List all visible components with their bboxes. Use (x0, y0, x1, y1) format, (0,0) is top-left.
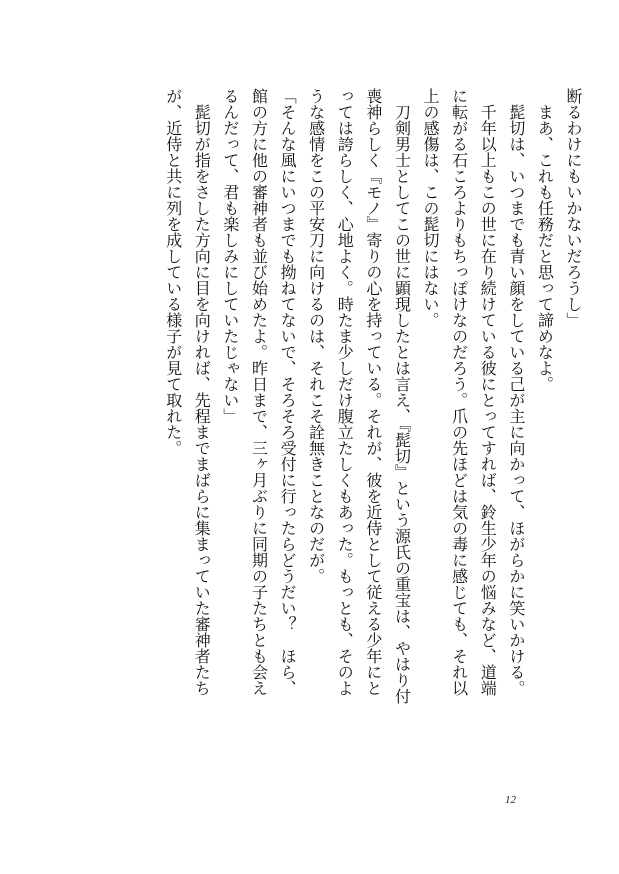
text-line: 断るわけにもいかないだろうし」 (564, 88, 583, 328)
text-line: るんだって、君も楽しみにしていたじゃない」 (220, 88, 240, 424)
text-line: 「そんな風にいつまでも拗ねてないで、そろそろ受付に行ったらどうだい？ ほら、 (278, 88, 298, 696)
text-line: うな感情をこの平安刀に向けるのは、それこそ詮無きことなのだが。 (306, 88, 326, 584)
text-line: 髭切が指をさした方向に目を向ければ、先程までまばらに集まっていた審神者たち (192, 88, 212, 696)
text-line: 館の方に他の審神者も並び始めたよ。昨日まで、三ヶ月ぶりに同期の子たちとも会え (249, 88, 269, 696)
text-line: 千年以上もこの世に在り続けている彼にとってすれば、鈴生少年の悩みなど、道端 (478, 88, 498, 696)
text-line: 髭切は、いつまでも青い顔をしている己が主に向かって、ほがらかに笑いかける。 (506, 88, 526, 696)
body-text (158, 88, 587, 768)
text-line: 上の感傷は、この髭切にはない。 (421, 88, 441, 328)
text-line: っては誇らしく、心地よく。時たま少しだけ腹立たしくもあった。もっとも、そのよ (335, 88, 355, 696)
text-line: 喪神らしく『モノ』寄りの心を持っている。それが、彼を近侍として従える少年にと (363, 88, 383, 696)
text-line: に転がる石ころよりもちっぽけなのだろう。爪の先ほどは気の毒に感じても、それ以 (449, 88, 469, 696)
text-line: まあ、これも任務だと思って諦めなよ。 (535, 88, 555, 392)
text-line: 刀剣男士としてこの世に顕現したとは言え、『髭切』という源氏の重宝は、やはり付 (392, 88, 412, 704)
text-line: が、近侍と共に列を成している様子が見て取れた。 (163, 88, 183, 456)
page-number: 12 (505, 794, 516, 806)
